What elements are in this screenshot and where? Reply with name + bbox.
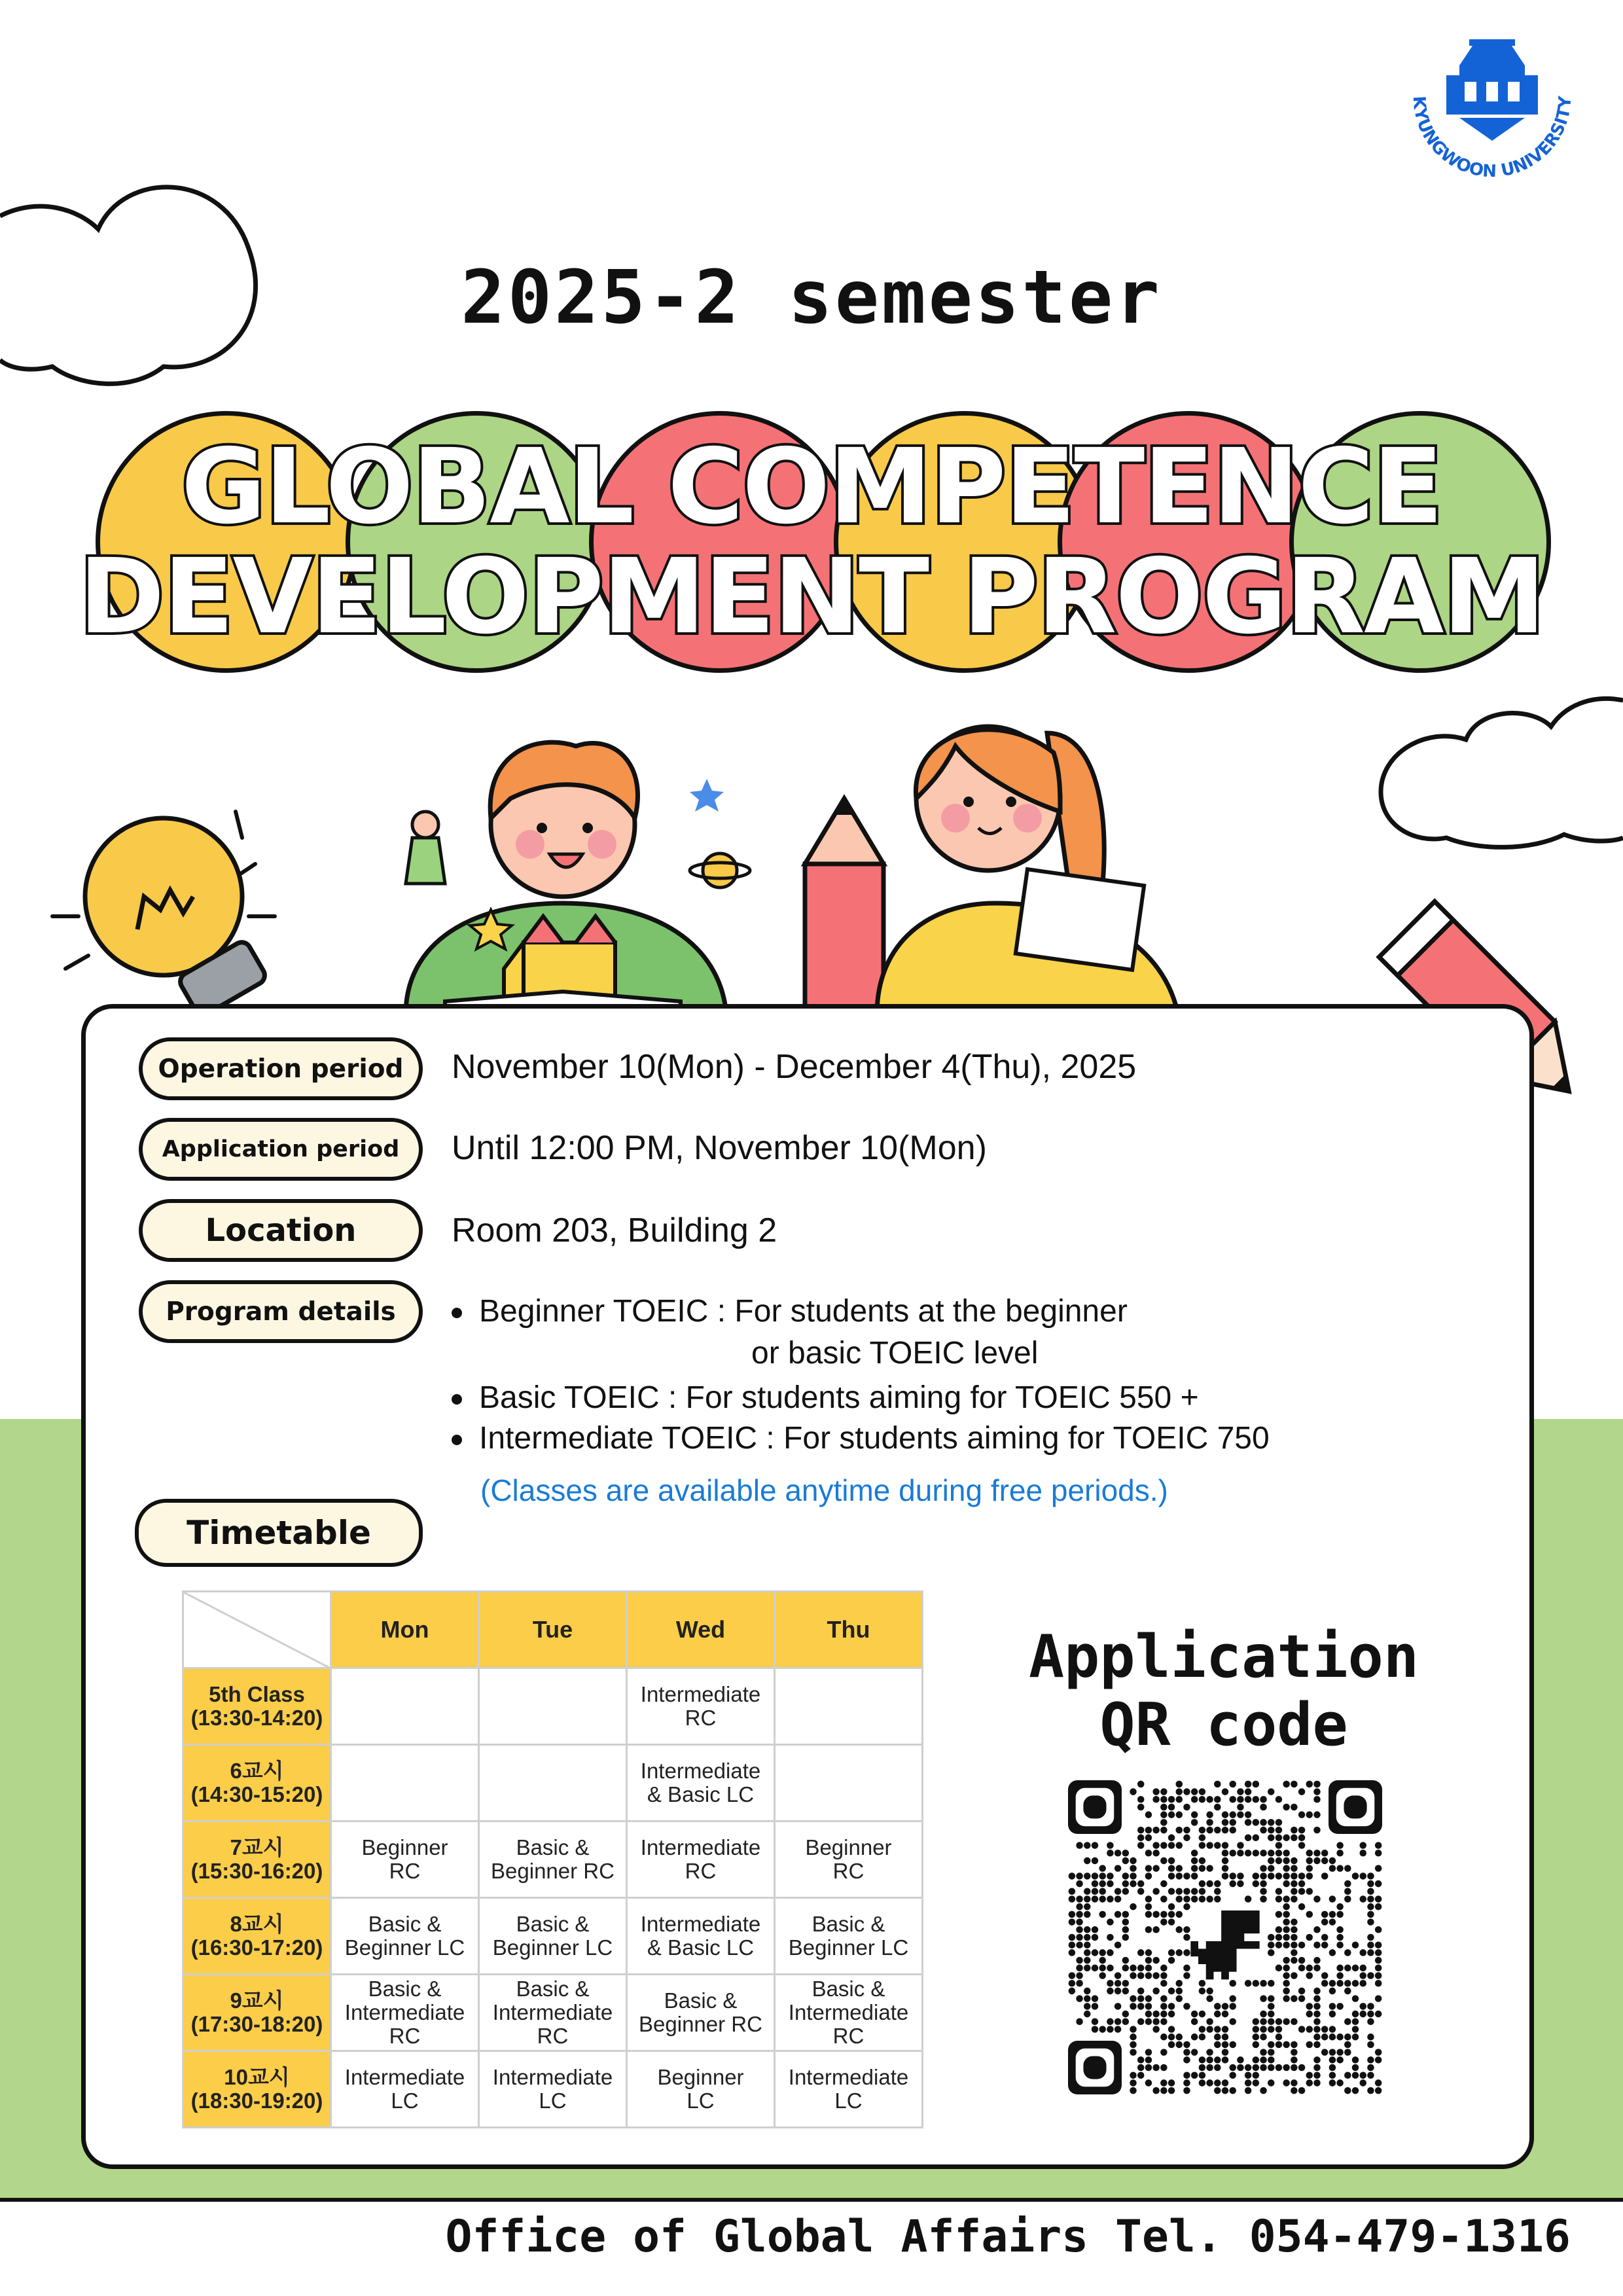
timetable-cell: Basic & Intermediate RC: [775, 1975, 923, 2051]
timetable-corner: [183, 1592, 331, 1668]
timetable-row: [183, 1975, 923, 2051]
period-time: (14:30-15:20): [190, 1782, 323, 1806]
timetable-cell: Intermediate LC: [331, 2051, 479, 2128]
day-header-tue: Tue: [479, 1592, 627, 1668]
timetable-cell: Basic & Intermediate RC: [479, 1975, 627, 2051]
timetable-cell: [775, 1668, 923, 1745]
period-time: (17:30-18:20): [190, 2012, 323, 2036]
timetable-cell: Basic & Beginner LC: [331, 1898, 479, 1975]
period-name: 6교시: [230, 1759, 284, 1783]
timetable-cell: [775, 1745, 923, 1821]
period-name: 10교시: [224, 2065, 290, 2089]
timetable-row: [183, 1745, 923, 1821]
period-time: (13:30-14:20): [190, 1706, 323, 1730]
timetable-cell: Beginner RC: [331, 1821, 479, 1898]
timetable-cell: Basic & Beginner LC: [775, 1898, 923, 1975]
period-label: [183, 1898, 331, 1975]
period-name: 7교시: [230, 1835, 284, 1859]
timetable-cell: Basic & Intermediate RC: [331, 1975, 479, 2051]
cloud-right-icon: [1368, 687, 1623, 851]
detail-item-basic: Basic TOEIC : For students aiming for TOEIC 550 +: [452, 1380, 1199, 1416]
timetable-cell: Intermediate RC: [627, 1668, 775, 1745]
students-illustration-icon: [366, 694, 1191, 1014]
timetable-cell: Basic & Beginner RC: [627, 1975, 775, 2051]
free-periods-note: (Classes are available anytime during free periods.): [480, 1473, 1168, 1507]
timetable-header-row: [183, 1592, 923, 1668]
timetable-cell: Basic & Beginner LC: [479, 1898, 627, 1975]
detail-item-beginner-cont: or basic TOEIC level: [751, 1336, 1039, 1371]
university-logo-icon: [1387, 26, 1597, 196]
dino-icon: [1190, 1910, 1259, 1979]
timetable-cell: Intermediate LC: [479, 2051, 627, 2128]
program-title: [0, 427, 1623, 657]
timetable-cell: [479, 1745, 627, 1821]
period-label: [183, 1668, 331, 1745]
location-label: Location: [139, 1199, 423, 1262]
period-name: 9교시: [230, 1988, 284, 2013]
timetable-row: [183, 2051, 923, 2128]
location-value: Room 203, Building 2: [452, 1211, 777, 1249]
program-title-line1: GLOBAL COMPETENCE: [181, 427, 1442, 547]
application-period-value: Until 12:00 PM, November 10(Mon): [452, 1129, 987, 1167]
timetable-row: [183, 1668, 923, 1745]
operation-period-value: November 10(Mon) - December 4(Thu), 2025: [452, 1048, 1137, 1086]
application-qr-code[interactable]: [1068, 1780, 1382, 2094]
semester-title: 2025-2 semester: [461, 255, 1162, 340]
period-label: [183, 2051, 331, 2128]
period-label: [183, 1975, 331, 2051]
period-name: 8교시: [230, 1912, 284, 1936]
detail-item-beginner: Beginner TOEIC : For students at the beginner: [452, 1293, 1128, 1329]
timetable-cell: Intermediate & Basic LC: [627, 1745, 775, 1821]
timetable-cell: [331, 1668, 479, 1745]
qr-title-line1: Application: [1028, 1623, 1419, 1691]
period-time: (18:30-19:20): [190, 2089, 323, 2113]
timetable-label: Timetable: [135, 1499, 423, 1567]
period-time: (16:30-17:20): [190, 1935, 323, 1960]
timetable-row: [183, 1821, 923, 1898]
detail-item-intermediate: Intermediate TOEIC : For students aiming for TOEIC 750: [452, 1420, 1270, 1456]
bullet-icon: [452, 1308, 462, 1318]
program-details-label: Program details: [139, 1280, 423, 1343]
timetable-cell: Basic & Beginner RC: [479, 1821, 627, 1898]
timetable-cell: Intermediate & Basic LC: [627, 1898, 775, 1975]
qr-title: [1021, 1623, 1427, 1759]
timetable-cell: [331, 1745, 479, 1821]
day-header-mon: Mon: [331, 1592, 479, 1668]
period-label: [183, 1745, 331, 1821]
operation-period-label: Operation period: [139, 1037, 423, 1100]
timetable: [182, 1590, 923, 2128]
bullet-icon: [452, 1435, 462, 1445]
timetable-cell: Intermediate LC: [775, 2051, 923, 2128]
period-label: [183, 1821, 331, 1898]
bullet-icon: [452, 1394, 462, 1405]
period-time: (15:30-16:20): [190, 1859, 323, 1883]
lightbulb-icon: [39, 798, 301, 1021]
corner-diagonal-icon: [184, 1592, 332, 1669]
timetable-cell: [479, 1668, 627, 1745]
qr-title-line2: QR code: [1099, 1691, 1348, 1759]
logo-text: KYUNGWOON UNIVERSITY: [1408, 95, 1576, 182]
day-header-thu: Thu: [775, 1592, 923, 1668]
timetable-cell: Beginner RC: [775, 1821, 923, 1898]
day-header-wed: Wed: [627, 1592, 775, 1668]
timetable-cell: Intermediate RC: [627, 1821, 775, 1898]
timetable-cell: Beginner LC: [627, 2051, 775, 2128]
timetable-row: [183, 1898, 923, 1975]
program-title-line2: DEVELOPMENT PROGRAM: [79, 537, 1544, 657]
footer-divider: [0, 2198, 1623, 2202]
footer-contact: Office of Global Affairs Tel. 054-479-1316: [445, 2211, 1571, 2263]
application-period-label: Application period: [139, 1118, 423, 1181]
period-name: 5th Class: [209, 1682, 305, 1706]
